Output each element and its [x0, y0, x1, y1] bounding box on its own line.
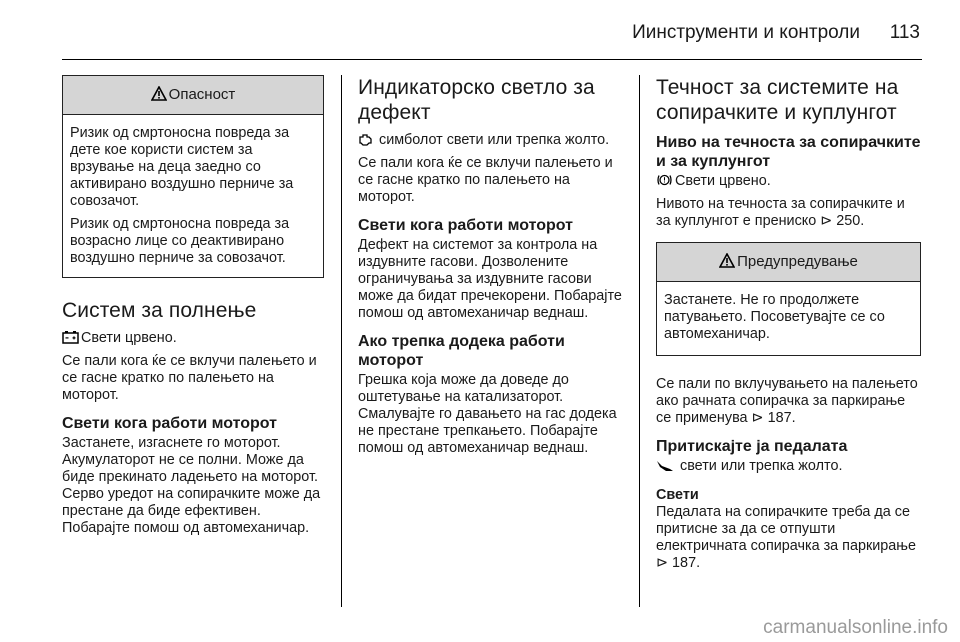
charging-status-text: Свети црвено.: [81, 330, 177, 346]
page-header: [0, 0, 960, 60]
caution-box: [656, 242, 921, 356]
press-pedal-status-text: свети или трепка жолто.: [676, 458, 843, 474]
malfunction-heading: Индикаторско светло за дефект: [358, 76, 595, 124]
lit-running-heading: Свети кога работи моторот: [358, 217, 573, 234]
danger-text-2: Ризик од смртоносна повреда за возрасно лице со деактивирано воздушно перниче за совозачот.: [70, 216, 290, 266]
danger-text-1: Ризик од смртоносна повреда за дете кое користи систем за врзување на деца заедно со активирано воздушно перниче за совозачот.: [70, 125, 294, 209]
warning-triangle-icon: [151, 86, 167, 101]
danger-box: [62, 75, 324, 278]
malfunction-text: Се пали кога ќе се вклучи палењето и се гасне кратко по палењето на моторот.: [358, 155, 613, 205]
watermark: carmanualsonline.info: [763, 617, 948, 638]
warning-triangle-icon: [719, 253, 735, 268]
column-3: [656, 75, 921, 578]
caution-text: Застанете. Не го продолжете патувањето. Посоветувајте се со автомеханичар.: [664, 292, 885, 342]
lit-running-heading: Свети кога работи моторот: [62, 415, 277, 432]
danger-box-body: [63, 115, 323, 277]
lit-text: Педалата на сопирачките треба да се притисне за да се отпушти електричната сопирачка за паркирање ⊳ 187.: [656, 504, 917, 571]
caution-box-body: [657, 282, 920, 355]
danger-box-title: Опасност: [168, 86, 236, 103]
header-title: Иинструменти и контроли: [632, 22, 860, 43]
column-1: [62, 75, 324, 543]
flashing-text: Грешка која може да доведе до оштетување на катализаторот. Смалувајте го давањето на гас додека не престане трепкањето. Побарајте помош од автомеханичар веднаш.: [358, 372, 617, 456]
fluid-level-heading: Ниво на течноста за сопирачките и за куплунгот: [656, 134, 921, 170]
caution-box-title: Предупредување: [737, 253, 858, 270]
flashing-heading: Ако трепка додека работи моторот: [358, 333, 565, 369]
brake-warning-icon: [656, 173, 673, 187]
fluid-level-status: [656, 173, 921, 190]
charging-text: Се пали кога ќе се вклучи палењето и се гасне кратко по палењето на моторот.: [62, 353, 317, 403]
header-rule: [62, 59, 922, 60]
charging-system-heading: Систем за полнење: [62, 299, 257, 322]
malfunction-status: [358, 132, 626, 149]
caution-box-header: [657, 243, 920, 282]
brake-fluid-heading: Течност за системите на сопирачките и куплунгот: [656, 76, 899, 124]
column-divider: [341, 75, 342, 607]
page-number: 113: [889, 22, 920, 43]
press-pedal-status: [656, 458, 921, 475]
battery-icon: [62, 330, 79, 344]
danger-box-header: [63, 76, 323, 115]
column-2: [358, 75, 626, 463]
column-divider: [639, 75, 640, 607]
press-pedal-heading: Притискајте ја педалата: [656, 438, 848, 455]
lit-running-text: Застанете, изгаснете го моторот. Акумулаторот не се полни. Може да биде прекинато ладењето на моторот. Серво уредот на сопирачките може да престане да биде ефективен. Побарајте помош од автомеханичар.: [62, 435, 321, 536]
fluid-level-status-text: Свети црвено.: [675, 173, 771, 189]
lit-heading: Свети: [656, 487, 699, 503]
charging-status: [62, 330, 324, 347]
lit-running-text: Дефект на системот за контрола на издувните гасови. Дозволените ограничувања за издувните гасови може да бидат пречекорени. Побарајте помош од автомеханичар веднаш.: [358, 237, 622, 321]
engine-check-icon: [358, 133, 373, 146]
malfunction-status-text: симболот свети или трепка жолто.: [375, 132, 610, 148]
fluid-level-text: Нивото на течноста за сопирачките и за куплунгот е прениско ⊳ 250.: [656, 196, 905, 229]
foot-pedal-icon: [656, 459, 674, 472]
parking-brake-text: Се пали по вклучувањето на палењето ако рачната сопирачка за паркирање се применува ⊳ 187.: [656, 376, 918, 426]
